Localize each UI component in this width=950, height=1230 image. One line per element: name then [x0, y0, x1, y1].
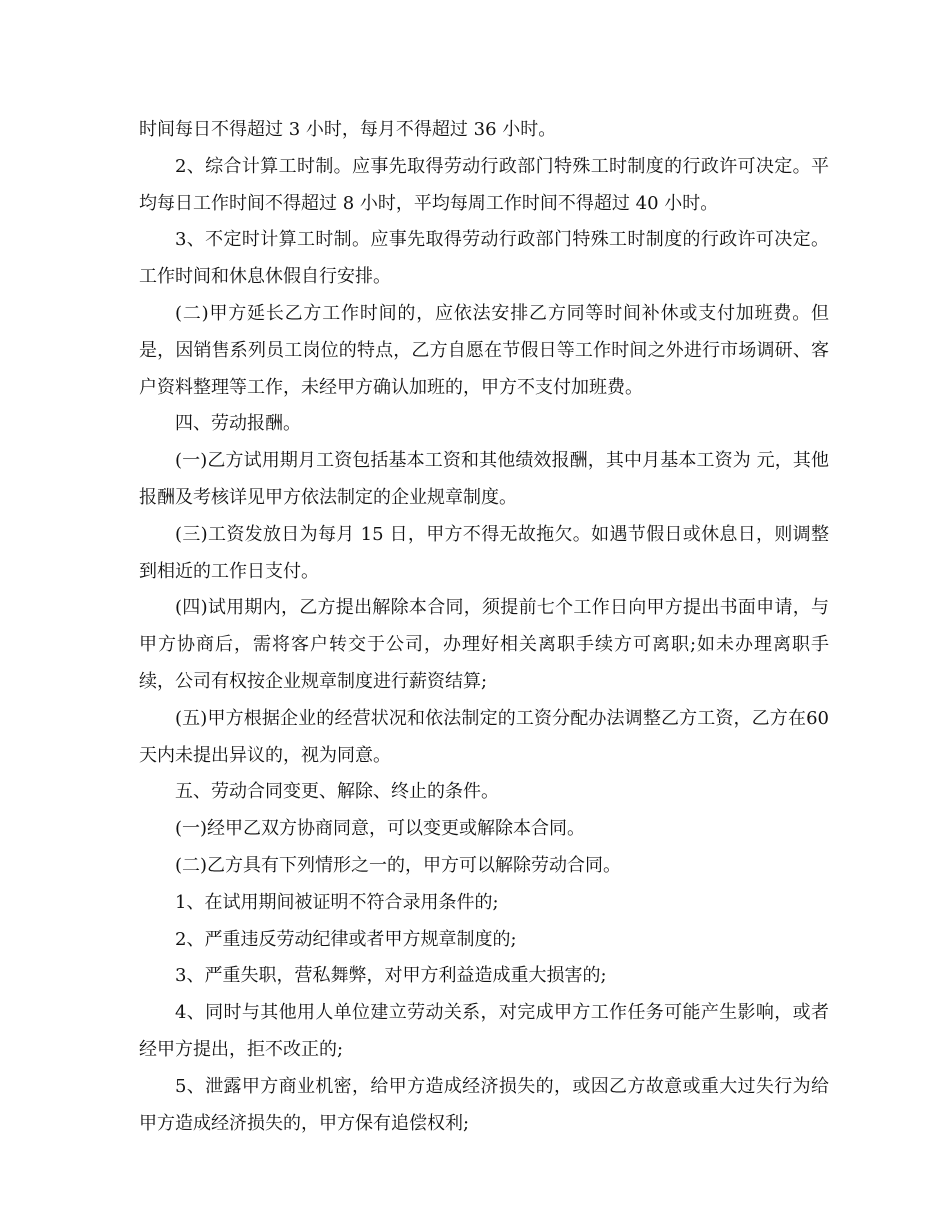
paragraph-12: (二)乙方具有下列情形之一的，甲方可以解除劳动合同。: [175, 854, 622, 876]
list-item-2: 2、严重违反劳动纪律或者甲方规章制度的;: [175, 928, 517, 950]
list-item-5: 5、泄露甲方商业机密，给甲方造成经济损失的，或因乙方故意或重大过失行为给甲方造成经济损失的，甲方保有追偿权利;: [139, 1075, 829, 1134]
paragraph-6: (一)乙方试用期月工资包括基本工资和其他绩效报酬，其中月基本工资为 元，其他报酬及考核详见甲方依法制定的企业规章制度。: [139, 450, 829, 508]
section-heading-4: 四、劳动报酬。: [175, 413, 301, 435]
list-item-3: 3、严重失职，营私舞弊，对甲方利益造成重大损害的;: [175, 965, 607, 987]
paragraph-8: (四)试用期内，乙方提出解除本合同，须提前七个工作日向甲方提出书面申请，与甲方协商后，需将客户转交于公司，办理好相关离职手续方可离职;如未办理离职手续，公司有权按企业规章制度进行薪资结算;: [139, 597, 829, 692]
paragraph-11: (一)经甲乙双方协商同意，可以变更或解除本合同。: [175, 818, 586, 840]
list-item-4: 4、同时与其他用人单位建立劳动关系，对完成甲方工作任务可能产生影响，或者经甲方提出，拒不改正的;: [139, 1002, 829, 1060]
paragraph-9: (五)甲方根据企业的经营状况和依法制定的工资分配办法调整乙方工资，乙方在60天内未提出异议的，视为同意。: [139, 707, 829, 766]
document-body: [139, 112, 829, 1142]
paragraph-2: 2、综合计算工时制。应事先取得劳动行政部门特殊工时制度的行政许可决定。平均每日工作时间不得超过 8 小时，平均每周工作时间不得超过 40 小时。: [139, 155, 829, 214]
paragraph-7: (三)工资发放日为每月 15 日，甲方不得无故拖欠。如遇节假日或休息日，则调整到相近的工作日支付。: [139, 523, 829, 582]
paragraph-1: 时间每日不得超过 3 小时，每月不得超过 36 小时。: [139, 119, 557, 140]
list-item-1: 1、在试用期间被证明不符合录用条件的;: [175, 891, 499, 913]
paragraph-3: 3、不定时计算工时制。应事先取得劳动行政部门特殊工时制度的行政许可决定。工作时间和休息休假自行安排。: [139, 229, 829, 288]
section-heading-5: 五、劳动合同变更、解除、终止的条件。: [175, 781, 499, 803]
paragraph-4: (二)甲方延长乙方工作时间的，应依法安排乙方同等时间补休或支付加班费。但是，因销售系列员工岗位的特点，乙方自愿在节假日等工作时间之外进行市场调研、客户资料整理等工作，未经甲方确认加班的，甲方不支付加班费。: [139, 302, 829, 398]
